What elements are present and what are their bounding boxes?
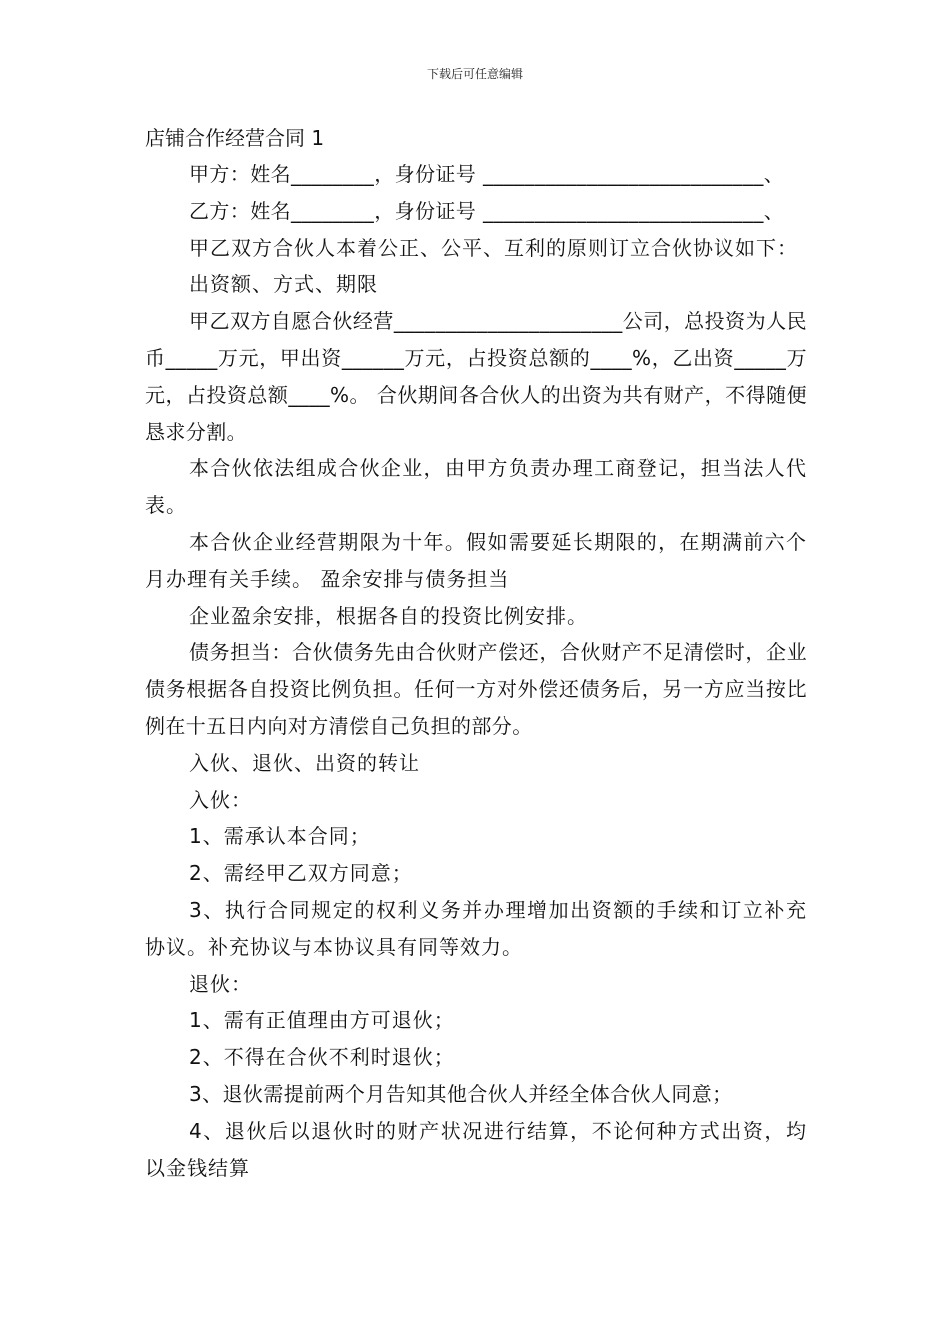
join-heading: 入伙： <box>189 787 252 812</box>
withdraw-item-4: 4、退伙后以退伙时的财产状况进行结算，不论何种方式出资，均以金钱结算 <box>145 1118 807 1180</box>
join-item-3: 3、执行合同规定的权利义务并办理增加出资额的手续和订立补充协议。补充协议与本协议具有同等效力。 <box>145 897 807 959</box>
document-title: 店铺合作经营合同 1 <box>145 126 325 150</box>
debt-clause: 债务担当：合伙债务先由合伙财产偿还，合伙财产不足清偿时，企业债务根据各自投资比例负担。任何一方对外偿还债务后，另一方应当按比例在十五日内向对方清偿自己负担的部分。 <box>145 640 807 738</box>
section-heading-transfer: 入伙、退伙、出资的转让 <box>189 750 420 775</box>
join-item-1: 1、需承认本合同； <box>189 824 371 849</box>
withdraw-item-1: 1、需有正值理由方可退伙； <box>189 1008 455 1033</box>
party-b-line: 乙方：姓名________，身份证号 ___________________________、 <box>189 198 785 223</box>
join-item-2: 2、需经甲乙双方同意； <box>189 861 413 886</box>
withdraw-item-2: 2、不得在合伙不利时退伙； <box>189 1045 455 1070</box>
agreement-intro: 甲乙双方合伙人本着公正、公平、互利的原则订立合伙协议如下： <box>189 235 798 260</box>
withdraw-item-3: 3、退伙需提前两个月告知其他合伙人并经全体合伙人同意； <box>189 1081 733 1106</box>
withdraw-heading: 退伙： <box>189 971 252 996</box>
contract-body <box>145 120 807 1186</box>
term-clause: 本合伙企业经营期限为十年。假如需要延长期限的，在期满前六个月办理有关手续。 盈余安排与债务担当 <box>145 529 807 591</box>
page-header-note: 下载后可任意编辑 <box>426 67 523 81</box>
registration-clause: 本合伙依法组成合伙企业，由甲方负责办理工商登记，担当法人代表。 <box>145 456 807 518</box>
section-heading-capital: 出资额、方式、期限 <box>189 272 378 297</box>
capital-clause: 甲乙双方自愿合伙经营______________________公司，总投资为人民币_____万元，甲出资______万元，占投资总额的____%，乙出资_____万元，占投资总额____%。 合伙期间各合伙人的出资为共有财产，不得随便恳求分割。 <box>145 309 807 444</box>
profit-clause: 企业盈余安排，根据各自的投资比例安排。 <box>189 603 588 628</box>
party-a-line: 甲方：姓名________，身份证号 ___________________________、 <box>189 162 785 186</box>
